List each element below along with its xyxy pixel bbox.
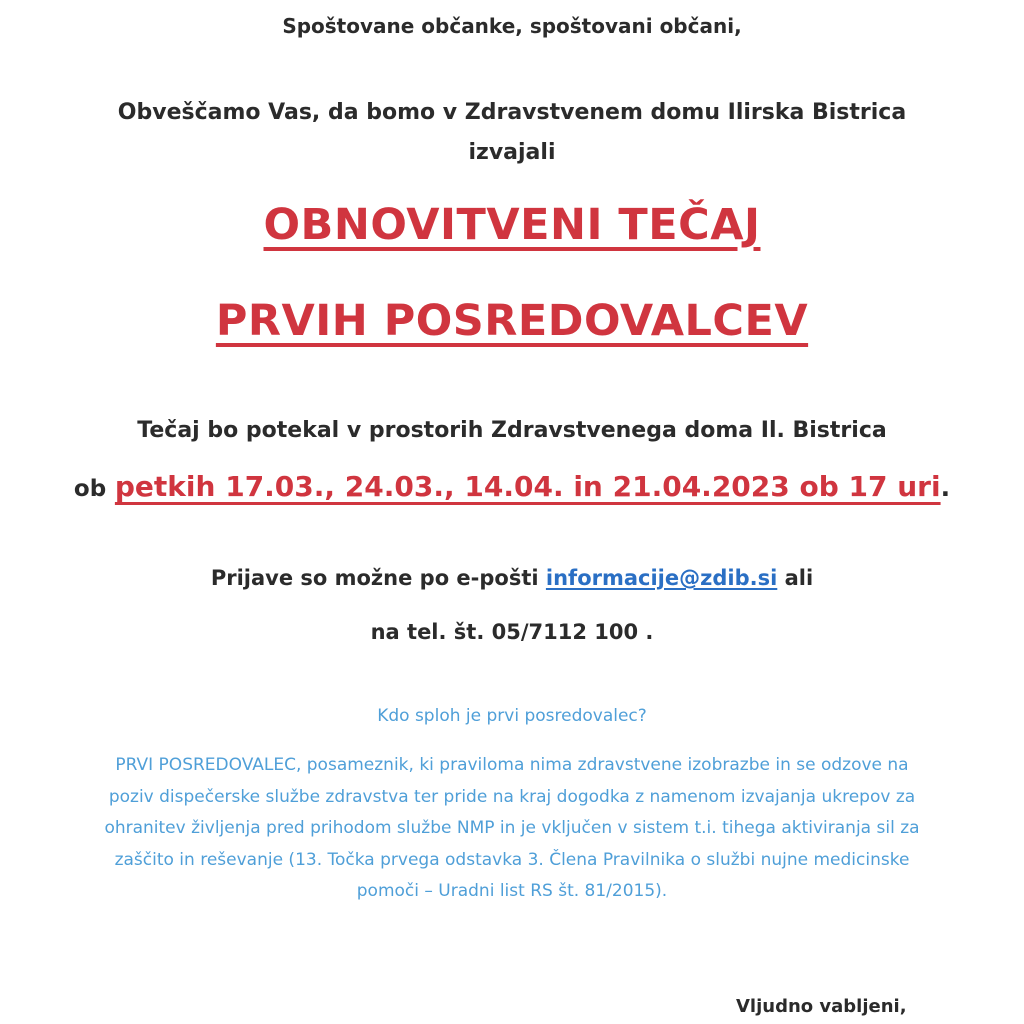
schedule-prefix: ob (73, 476, 107, 502)
info-question: Kdo sploh je prvi posredovalec? (377, 706, 647, 726)
course-title-line-2 (0, 296, 1024, 346)
course-title-text-1: OBNOVITVENI TEČAJ (263, 200, 761, 250)
course-title-line-1 (0, 200, 1024, 250)
email-link[interactable]: informacije@zdib.si (545, 566, 778, 590)
schedule-line (0, 470, 1024, 503)
schedule-dates: petkih 17.03., 24.03., 14.04. in 21.04.2023 ob 17 uri (114, 470, 941, 503)
signup-line (0, 566, 1024, 590)
closing-text: Vljudno vabljeni, (736, 996, 907, 1017)
intro-line-1: Obveščamo Vas, da bomo v Zdravstvenem domu Ilirska Bistrica (117, 100, 907, 125)
schedule-suffix: . (940, 473, 951, 502)
intro-line-2: izvajali (468, 140, 556, 165)
course-title-text-2: PRVIH POSREDOVALCEV (215, 296, 809, 346)
phone-line: na tel. št. 05/7112 100 . (370, 620, 654, 644)
greeting: Spoštovane občanke, spoštovani občani, (282, 14, 742, 38)
signup-suffix: ali (784, 566, 814, 590)
venue-text: Tečaj bo potekal v prostorih Zdravstvenega doma Il. Bistrica (137, 418, 887, 443)
signup-prefix: Prijave so možne po e-pošti (210, 566, 539, 590)
info-definition: PRVI POSREDOVALEC, posameznik, ki praviloma nima zdravstvene izobrazbe in se odzove na poziv dispečerske službe zdravstva ter pride na kraj dogodka z namenom izvajanja ukrepov za ohranitev življenja pred prihodom službe NMP in je vključen v sistem t.i. tihega aktiviranja sil za zaščito in reševanje (13. Točka prvega odstavka 3. Člena Pravilnika o službi nujne medicinske pomoči – Uradni list RS št. 81/2015). (104, 755, 920, 901)
